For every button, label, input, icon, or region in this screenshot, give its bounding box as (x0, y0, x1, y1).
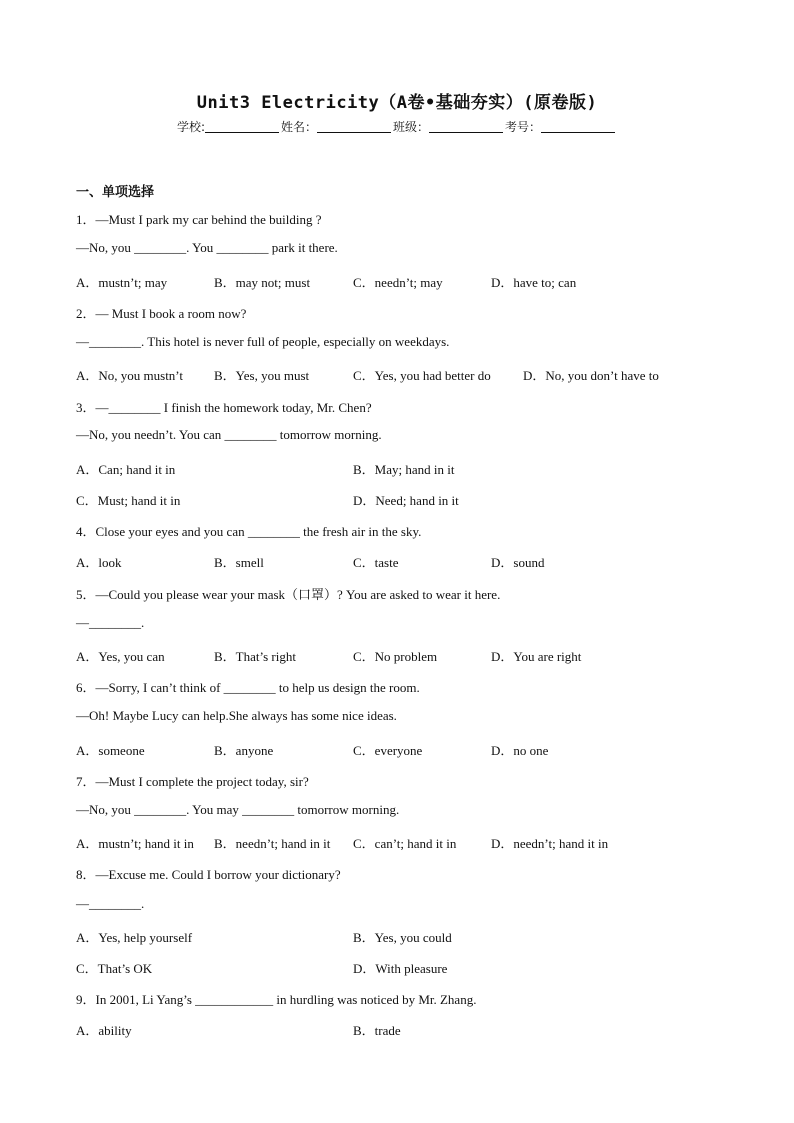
question-7-reply: —No, you ________. You may ________ tomorrow morning. (76, 802, 400, 817)
question-3-option-b: B．May; hand in it (353, 462, 455, 477)
number-label: 考号： (505, 120, 542, 134)
question-8-stem: 8．—Excuse me. Could I borrow your dictionary? (76, 867, 341, 882)
question-3-option-a: A．Can; hand it in (76, 462, 176, 477)
number-blank (541, 120, 615, 133)
student-info-line (0, 118, 794, 135)
school-blank (205, 120, 279, 133)
question-1-option-c: C．needn’t; may (353, 275, 443, 290)
question-9-option-b: B．trade (353, 1023, 401, 1038)
question-6-option-b: B．anyone (214, 743, 274, 758)
question-6-option-a: A．someone (76, 743, 145, 758)
question-2-option-a: A．No, you mustn’t (76, 368, 184, 383)
question-1-option-b: B．may not; must (214, 275, 311, 290)
question-2-option-b: B．Yes, you must (214, 368, 310, 383)
question-6-option-d: D．no one (491, 743, 549, 758)
question-8-option-a: A．Yes, help yourself (76, 930, 193, 945)
question-2-option-d: D．No, you don’t have to (523, 368, 659, 383)
question-3-reply: —No, you needn’t. You can ________ tomorrow morning. (76, 427, 382, 442)
question-3-stem: 3．—________ I finish the homework today, Mr. Chen? (76, 400, 372, 415)
question-8-option-d: D．With pleasure (353, 961, 448, 976)
question-6-stem: 6．—Sorry, I can’t think of ________ to help us design the room. (76, 680, 420, 695)
question-9-option-a: A．ability (76, 1023, 132, 1038)
question-7-option-c: C．can’t; hand it in (353, 836, 457, 851)
question-2-stem: 2．— Must I book a room now? (76, 306, 247, 321)
question-8-option-b: B．Yes, you could (353, 930, 452, 945)
question-1-option-d: D．have to; can (491, 275, 577, 290)
question-7-option-a: A．mustn’t; hand it in (76, 836, 194, 851)
question-9-stem: 9．In 2001, Li Yang’s ____________ in hurdling was noticed by Mr. Zhang. (76, 992, 477, 1007)
question-5-option-a: A．Yes, you can (76, 649, 165, 664)
question-6-reply: —Oh! Maybe Lucy can help.She always has some nice ideas. (76, 708, 397, 723)
question-6-option-c: C．everyone (353, 743, 423, 758)
question-4-stem: 4．Close your eyes and you can ________ the fresh air in the sky. (76, 524, 422, 539)
question-7-option-b: B．needn’t; hand in it (214, 836, 331, 851)
class-label: 班级： (393, 120, 430, 134)
question-5-reply: —________. (76, 615, 145, 630)
school-label: 学校: (176, 120, 205, 134)
question-2-option-c: C．Yes, you had better do (353, 368, 491, 383)
question-5-option-d: D．You are right (491, 649, 582, 664)
page-title: Unit3 Electricity（A卷•基础夯实）(原卷版) (196, 93, 598, 113)
question-3-option-d: D．Need; hand in it (353, 493, 459, 508)
question-5-stem: 5．—Could you please wear your mask（口罩）? You are asked to wear it here. (76, 587, 501, 602)
question-1-stem: 1．—Must I park my car behind the building ? (76, 212, 322, 227)
question-4-option-c: C．taste (353, 555, 399, 570)
question-3-option-c: C．Must; hand it in (76, 493, 181, 508)
name-label: 姓名： (281, 120, 318, 134)
question-7-option-d: D．needn’t; hand it in (491, 836, 609, 851)
question-5-option-b: B．That’s right (214, 649, 296, 664)
class-blank (429, 120, 503, 133)
question-1-option-a: A．mustn’t; may (76, 275, 168, 290)
section-heading: 一、单项选择 (76, 185, 155, 200)
question-1-reply: —No, you ________. You ________ park it there. (76, 240, 338, 255)
question-7-stem: 7．—Must I complete the project today, sir? (76, 774, 309, 789)
question-4-option-b: B．smell (214, 555, 264, 570)
question-8-reply: —________. (76, 896, 145, 911)
question-2-reply: —________. This hotel is never full of people, especially on weekdays. (76, 334, 450, 349)
name-blank (317, 120, 391, 133)
question-5-option-c: C．No problem (353, 649, 438, 664)
question-4-option-a: A．look (76, 555, 122, 570)
question-8-option-c: C．That’s OK (76, 961, 153, 976)
question-4-option-d: D．sound (491, 555, 545, 570)
